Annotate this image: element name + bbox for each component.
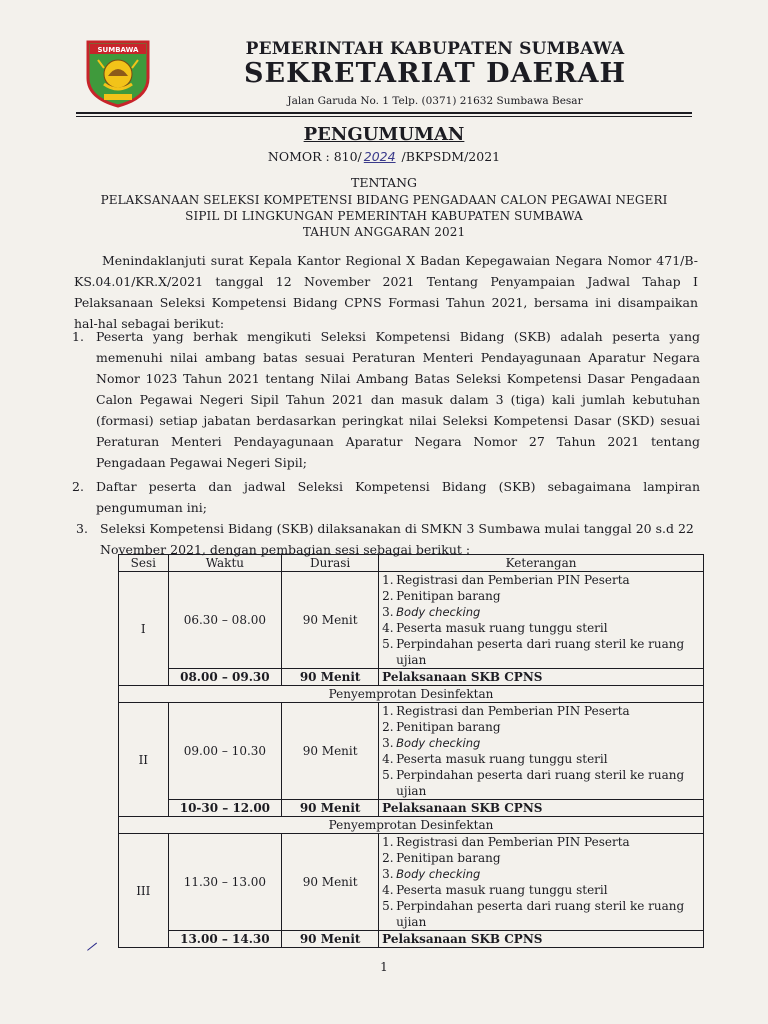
column-header: Durasi [282, 555, 379, 572]
margin-handwritten-mark: ⸝ [86, 930, 98, 955]
spray-row [119, 686, 704, 703]
subject-heading: TENTANG [350, 175, 417, 190]
list-item: 2. Penitipan barang [382, 720, 501, 734]
subject-line-3: TAHUN ANGGARAN 2021 [302, 225, 466, 239]
spray-cell: Penyemprotan Desinfektan [119, 686, 704, 703]
list-item: 5. Perpindahan peserta dari ruang steril ke ruang ujian [382, 768, 685, 798]
note-text: Perpindahan peserta dari ruang steril ke ruang ujian [396, 899, 685, 929]
sumbawa-emblem-icon [84, 38, 152, 108]
spray-cell: Penyemprotan Desinfektan [119, 817, 704, 834]
table-row [119, 572, 704, 669]
list-number: 1. [72, 329, 84, 344]
list-text: Daftar peserta dan jadwal Seleksi Kompetensi Bidang (SKB) sebagaimana lampiran pengumuman ini; [96, 479, 700, 515]
subject-line-1: PELAKSANAAN SELEKSI KOMPETENSI BIDANG PENGADAAN CALON PEGAWAI NEGERI [100, 193, 668, 207]
note-text: Registrasi dan Pemberian PIN Peserta [396, 704, 630, 718]
exam-row [119, 669, 704, 686]
subject-line-2: SIPIL DI LINGKUNGAN PEMERINTAH KABUPATEN SUMBAWA [185, 209, 583, 223]
duration-cell: 90 Menit [282, 572, 379, 669]
exam-notes-cell: Pelaksanaan SKB CPNS [379, 931, 704, 948]
list-item: 5. Perpindahan peserta dari ruang steril ke ruang ujian [382, 899, 685, 929]
time-cell: 09.00 – 10.30 [168, 703, 282, 800]
list-item: 3. Body checking [382, 605, 481, 619]
list-item: 4. Peserta masuk ruang tunggu steril [382, 752, 608, 766]
session-cell: I [119, 572, 169, 686]
column-header: Keterangan [379, 555, 704, 572]
number-prefix: NOMOR : 810/ [267, 149, 362, 164]
exam-time-cell: 10-30 – 12.00 [168, 800, 282, 817]
list-item: 2. Penitipan barang [382, 851, 501, 865]
intro-paragraph: Menindaklanjuti surat Kepala Kantor Regional X Badan Kepegawaian Negara Nomor 471/B-KS.04.01/KR.X/2021 tanggal 12 November 2021 Tentang Penyampaian Jadwal Tahap I Pelaksanaan Seleksi Kompetensi Bidang CPNS Formasi Tahun 2021, bersama ini disampaikan hal-hal sebagai berikut: [74, 253, 698, 331]
exam-notes-cell: Pelaksanaan SKB CPNS [379, 800, 704, 817]
office-name: SEKRETARIAT DAERAH [244, 58, 626, 89]
list-item: 3. Body checking [382, 867, 481, 881]
emblem-label: SUMBAWA [97, 46, 139, 54]
table-row [119, 834, 704, 931]
note-text: Registrasi dan Pemberian PIN Peserta [396, 573, 630, 587]
exam-time-cell: 08.00 – 09.30 [168, 669, 282, 686]
note-text: Body checking [396, 736, 481, 750]
list-item: 4. Peserta masuk ruang tunggu steril [382, 621, 608, 635]
document-title: PENGUMUMAN [303, 124, 465, 145]
list-item: 1. Registrasi dan Pemberian PIN Peserta [382, 573, 630, 587]
column-header: Sesi [119, 555, 169, 572]
duration-cell: 90 Menit [282, 834, 379, 931]
exam-row [119, 800, 704, 817]
handwritten-number: 2024 [363, 149, 396, 164]
letterhead-rule [76, 112, 692, 114]
exam-time-cell: 13.00 – 14.30 [168, 931, 282, 948]
note-text: Peserta masuk ruang tunggu steril [396, 883, 608, 897]
exam-duration-cell: 90 Menit [282, 800, 379, 817]
notes-cell [379, 572, 704, 669]
list-item: 1. Registrasi dan Pemberian PIN Peserta [382, 835, 630, 849]
time-cell: 11.30 – 13.00 [168, 834, 282, 931]
spray-row [119, 817, 704, 834]
office-address: Jalan Garuda No. 1 Telp. (0371) 21632 Sumbawa Besar [287, 95, 583, 107]
exam-notes-cell: Pelaksanaan SKB CPNS [379, 669, 704, 686]
table-row [119, 703, 704, 800]
exam-duration-cell: 90 Menit [282, 931, 379, 948]
list-item: 3. Body checking [382, 736, 481, 750]
time-cell: 06.30 – 08.00 [168, 572, 282, 669]
note-text: Peserta masuk ruang tunggu steril [396, 621, 608, 635]
list-item [72, 326, 700, 473]
note-text: Registrasi dan Pemberian PIN Peserta [396, 835, 630, 849]
number-suffix: /BKPSDM/2021 [397, 149, 501, 164]
column-header: Waktu [168, 555, 282, 572]
list-text: Seleksi Kompetensi Bidang (SKB) dilaksanakan di SMKN 3 Sumbawa mulai tanggal 20 s.d 22 November 2021, dengan pembagian sesi sebagai berikut : [100, 521, 694, 557]
note-text: Perpindahan peserta dari ruang steril ke ruang ujian [396, 768, 685, 798]
note-text: Perpindahan peserta dari ruang steril ke ruang ujian [396, 637, 685, 667]
list-text: Peserta yang berhak mengikuti Seleksi Kompetensi Bidang (SKB) adalah peserta yang memenuhi nilai ambang batas sesuai Peraturan Menteri Pendayagunaan Aparatur Negara Nomor 1023 Tahun 2021 tentang Nilai Ambang Batas Seleksi Kompetensi Dasar Pengadaan Calon Pegawai Negeri Sipil Tahun 2021 dan masuk dalam 3 (tiga) kali jumlah kebutuhan (formasi) setiap jabatan berdasarkan peringkat nilai Seleksi Kompetensi Dasar (SKD) sesuai Peraturan Menteri Pendayagunaan Aparatur Negara Nomor 27 Tahun 2021 tentang Pengadaan Pegawai Negeri Sipil; [96, 329, 700, 470]
notes-cell [379, 834, 704, 931]
session-schedule-table [118, 554, 704, 948]
duration-cell: 90 Menit [282, 703, 379, 800]
list-item: 4. Peserta masuk ruang tunggu steril [382, 883, 608, 897]
document-number [0, 149, 768, 164]
note-text: Penitipan barang [396, 720, 501, 734]
letterhead-rule-thin [76, 116, 692, 117]
exam-row [119, 931, 704, 948]
note-text: Body checking [396, 605, 481, 619]
list-number: 2. [72, 479, 84, 494]
table-header-row [119, 555, 704, 572]
list-item: 5. Perpindahan peserta dari ruang steril ke ruang ujian [382, 637, 685, 667]
list-number: 3. [76, 521, 88, 536]
list-item: 2. Penitipan barang [382, 589, 501, 603]
session-cell: II [119, 703, 169, 817]
list-item [72, 476, 700, 518]
session-cell: III [119, 834, 169, 948]
notes-cell [379, 703, 704, 800]
government-name: PEMERINTAH KABUPATEN SUMBAWA [245, 39, 625, 59]
note-text: Penitipan barang [396, 851, 501, 865]
list-item: 1. Registrasi dan Pemberian PIN Peserta [382, 704, 630, 718]
page-number: 1 [380, 960, 388, 974]
exam-duration-cell: 90 Menit [282, 669, 379, 686]
note-text: Body checking [396, 867, 481, 881]
note-text: Penitipan barang [396, 589, 501, 603]
note-text: Peserta masuk ruang tunggu steril [396, 752, 608, 766]
